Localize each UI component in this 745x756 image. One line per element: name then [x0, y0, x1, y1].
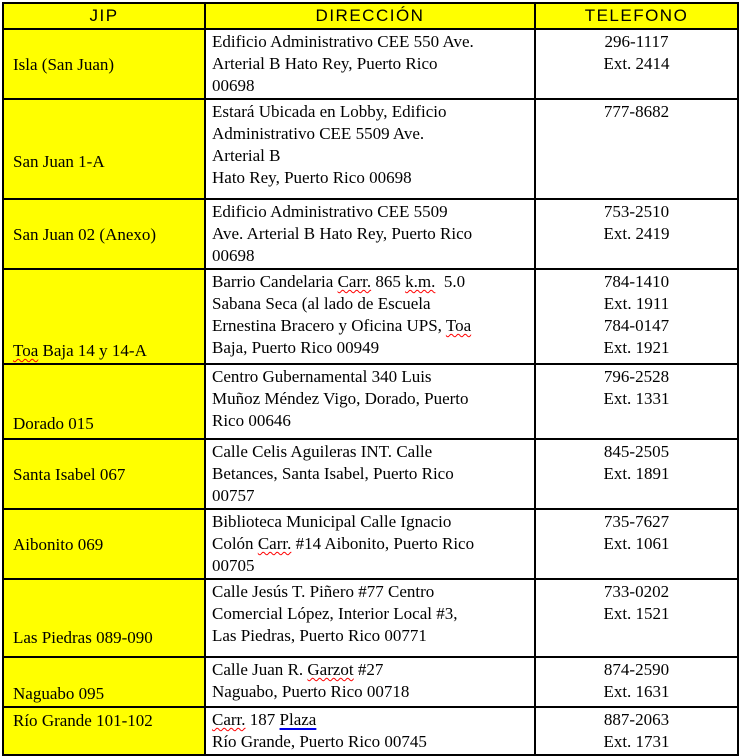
telefono-cell [535, 509, 738, 579]
phone-line: Ext. 2419 [603, 224, 670, 243]
address-line: 00698 [212, 246, 255, 265]
telefono-cell [535, 364, 738, 439]
table-row [3, 269, 738, 364]
table-row [3, 707, 738, 755]
phone-line: 733-0202 [603, 582, 670, 601]
jip-cell: Dorado 015 [3, 364, 205, 439]
direccion-cell [205, 29, 535, 99]
phone-line: 874-2590 [603, 660, 670, 679]
address-line: Calle Juan R. Garzot #27 [212, 660, 384, 679]
table-row [3, 439, 738, 509]
address-line: Estará Ubicada en Lobby, Edificio [212, 102, 447, 121]
table-row [3, 364, 738, 439]
phone-line: Ext. 1521 [603, 604, 670, 623]
jip-cell: Santa Isabel 067 [3, 439, 205, 509]
table-row [3, 29, 738, 99]
direccion-cell [205, 269, 535, 364]
misspelled-word: Garzot [307, 660, 354, 679]
jip-directory-table [2, 2, 739, 756]
table-row [3, 579, 738, 657]
direccion-cell [205, 509, 535, 579]
column-header-direccion: DIRECCIÓN [205, 3, 535, 29]
address-line: Calle Celis Aguileras INT. Calle [212, 442, 433, 461]
address-line: Edificio Administrativo CEE 5509 [212, 202, 448, 221]
telefono-cell [535, 199, 738, 269]
misspelled-word: Carr. [257, 534, 292, 553]
telefono-cell [535, 99, 738, 199]
phone-line: 845-2505 [603, 442, 670, 461]
phone-line: Ext. 1891 [603, 464, 670, 483]
address-line: Ave. Arterial B Hato Rey, Puerto Rico [212, 224, 473, 243]
telefono-cell [535, 707, 738, 755]
table-row [3, 99, 738, 199]
address-line: Centro Gubernamental 340 Luis [212, 367, 432, 386]
address-line: Baja, Puerto Rico 00949 [212, 338, 380, 357]
address-line: Colón Carr. #14 Aibonito, Puerto Rico [212, 534, 475, 553]
address-line: Administrativo CEE 5509 Ave. [212, 124, 425, 143]
address-line: Barrio Candelaria Carr. 865 k.m. 5.0 [212, 272, 466, 291]
direccion-cell [205, 199, 535, 269]
phone-line: Ext. 1631 [603, 682, 670, 701]
phone-line: 777-8682 [603, 102, 670, 121]
address-line: Naguabo, Puerto Rico 00718 [212, 682, 410, 701]
direccion-cell [205, 364, 535, 439]
misspelled-word: Toa [13, 341, 39, 360]
column-header-jip: JIP [3, 3, 205, 29]
misspelled-word: Carr. [337, 272, 372, 291]
document-page [0, 2, 745, 751]
plaza-link[interactable]: Plaza [279, 710, 317, 729]
address-line: Sabana Seca (al lado de Escuela [212, 294, 431, 313]
direccion-cell [205, 439, 535, 509]
address-line: Arterial B Hato Rey, Puerto Rico [212, 54, 438, 73]
jip-cell: Las Piedras 089-090 [3, 579, 205, 657]
phone-line: Ext. 1061 [603, 534, 670, 553]
phone-line: Ext. 1911 [603, 294, 670, 313]
phone-line: Ext. 1921 [603, 338, 670, 357]
phone-line: 753-2510 [603, 202, 670, 221]
misspelled-word: Toa [445, 316, 472, 335]
address-line: Edificio Administrativo CEE 550 Ave. [212, 32, 474, 51]
address-line: Calle Jesús T. Piñero #77 Centro [212, 582, 435, 601]
address-line: Arterial B [212, 146, 281, 165]
table-body [3, 29, 738, 755]
jip-cell: Toa Baja 14 y 14-A [3, 269, 205, 364]
phone-line: 735-7627 [603, 512, 670, 531]
phone-line: Ext. 2414 [603, 54, 670, 73]
address-line: Betances, Santa Isabel, Puerto Rico [212, 464, 454, 483]
jip-cell: Aibonito 069 [3, 509, 205, 579]
direccion-cell [205, 707, 535, 755]
jip-cell: Isla (San Juan) [3, 29, 205, 99]
address-line: Biblioteca Municipal Calle Ignacio [212, 512, 452, 531]
table-row [3, 657, 738, 707]
phone-line: Ext. 1331 [603, 389, 670, 408]
direccion-cell [205, 657, 535, 707]
jip-cell: San Juan 02 (Anexo) [3, 199, 205, 269]
table-row [3, 199, 738, 269]
address-line: Ernestina Bracero y Oficina UPS, Toa [212, 316, 472, 335]
address-line: Muñoz Méndez Vigo, Dorado, Puerto [212, 389, 469, 408]
address-line: 00698 [212, 76, 255, 95]
address-line: Comercial López, Interior Local #3, [212, 604, 458, 623]
telefono-cell [535, 439, 738, 509]
address-line: Carr. 187 Plaza [212, 710, 317, 729]
telefono-cell [535, 579, 738, 657]
direccion-cell [205, 579, 535, 657]
address-line: Rico 00646 [212, 411, 291, 430]
phone-line: 887-2063 [603, 710, 670, 729]
jip-cell: Naguabo 095 [3, 657, 205, 707]
phone-line: 296-1117 [604, 32, 669, 51]
address-line: Las Piedras, Puerto Rico 00771 [212, 626, 427, 645]
direccion-cell [205, 99, 535, 199]
address-line: 00705 [212, 556, 255, 575]
jip-cell: Río Grande 101-102 [3, 707, 205, 755]
phone-line: Ext. 1731 [603, 732, 670, 751]
address-line: Hato Rey, Puerto Rico 00698 [212, 168, 412, 187]
jip-cell: San Juan 1-A [3, 99, 205, 199]
misspelled-word: k.m. [405, 272, 436, 291]
column-header-telefono: TELEFONO [535, 3, 738, 29]
misspelled-word: Carr. [212, 710, 246, 729]
phone-line: 784-0147 [603, 316, 670, 335]
header-row [3, 3, 738, 29]
telefono-cell [535, 657, 738, 707]
phone-line: 784-1410 [603, 272, 670, 291]
table-row [3, 509, 738, 579]
address-line: Río Grande, Puerto Rico 00745 [212, 732, 427, 751]
address-line: 00757 [212, 486, 255, 505]
telefono-cell [535, 29, 738, 99]
phone-line: 796-2528 [603, 367, 670, 386]
telefono-cell [535, 269, 738, 364]
